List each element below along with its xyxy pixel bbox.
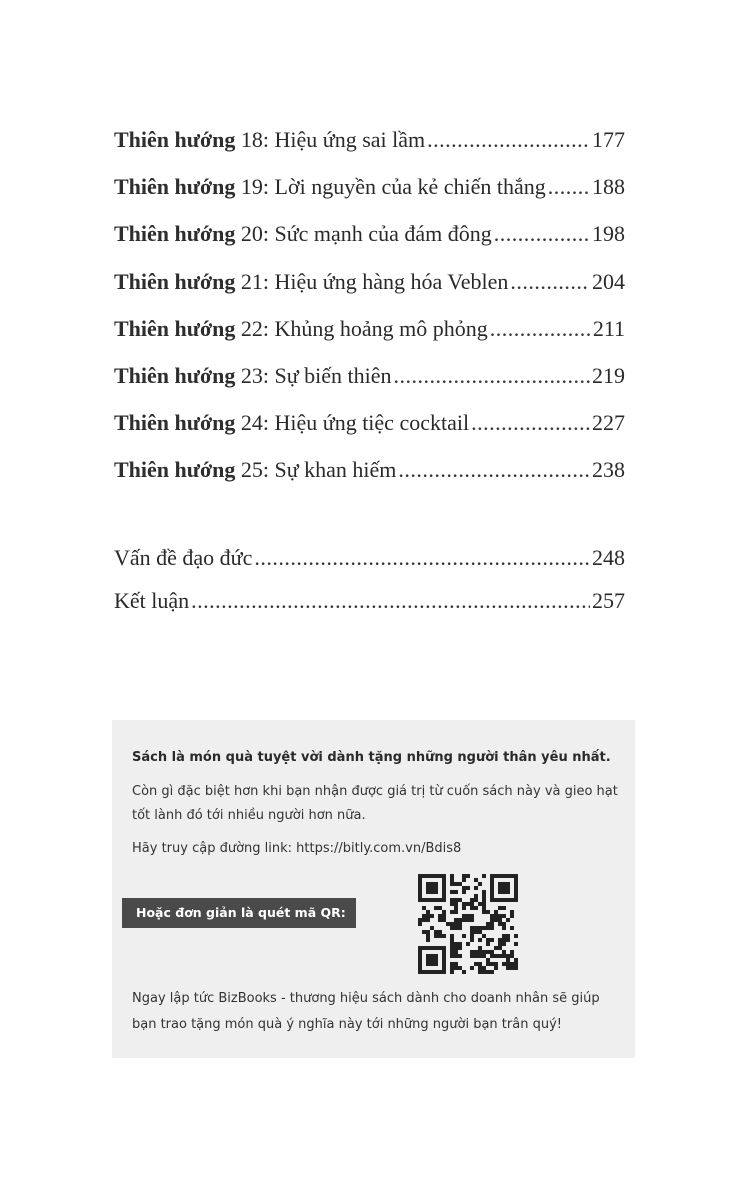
page-number: 257 xyxy=(592,587,625,613)
promo-link[interactable]: Hãy truy cập đường link: https://bitly.com.vn/Bdis8 xyxy=(132,841,462,856)
toc-entry-conclusion[interactable]: Kết luận ..... 257 xyxy=(114,585,625,617)
leader-dots xyxy=(394,360,590,392)
qr-code-icon[interactable] xyxy=(418,874,518,974)
promo-headline: Sách là món quà tuyệt vời dành tặng những người thân yêu nhất. xyxy=(132,750,611,765)
toc-entry-20[interactable]: Thiên hướng 20: Sức mạnh của đám đông ..... 198 xyxy=(114,218,625,250)
page-number: 227 xyxy=(592,410,625,436)
leader-dots xyxy=(490,313,591,345)
page-number: 188 xyxy=(592,174,625,200)
toc-entry-21[interactable]: Thiên hướng 21: Hiệu ứng hàng hóa Veblen ..... 204 xyxy=(114,266,625,298)
promo-description: Còn gì đặc biệt hơn khi bạn nhận được giá trị từ cuốn sách này và gieo hạt tốt lành đó tới nhiều người hơn nữa. xyxy=(132,784,618,823)
toc-entry-18[interactable]: Thiên hướng 18: Hiệu ứng sai lầm ..... 177 xyxy=(114,124,625,156)
section-gap xyxy=(114,502,625,542)
toc-entry-ethics[interactable]: Vấn đề đạo đức ..... 248 xyxy=(114,542,625,574)
leader-dots xyxy=(548,171,590,203)
page-number: 211 xyxy=(592,315,625,341)
toc-entry-19[interactable]: Thiên hướng 19: Lời nguyền của kẻ chiến thắng ..... 188 xyxy=(114,171,625,203)
leader-dots xyxy=(471,407,590,439)
page-number: 177 xyxy=(592,127,625,152)
page-number: 219 xyxy=(592,362,625,388)
leader-dots xyxy=(510,266,590,298)
toc-entry-25[interactable]: Thiên hướng 25: Sự khan hiếm ..... 238 xyxy=(114,454,625,486)
leader-dots xyxy=(191,585,590,617)
toc-entry-23[interactable]: Thiên hướng 23: Sự biến thiên ..... 219 xyxy=(114,360,625,392)
toc-entry-24[interactable]: Thiên hướng 24: Hiệu ứng tiệc cocktail ..... 227 xyxy=(114,407,625,439)
table-of-contents xyxy=(114,124,625,628)
page-number: 198 xyxy=(592,221,625,247)
toc-entry-22[interactable]: Thiên hướng 22: Khủng hoảng mô phỏng ..... 211 xyxy=(114,313,625,345)
leader-dots xyxy=(254,542,590,574)
leader-dots xyxy=(494,218,590,250)
gift-promo-box xyxy=(112,720,635,1058)
page-number: 238 xyxy=(592,457,625,483)
leader-dots xyxy=(398,454,590,486)
promo-closing: Ngay lập tức BizBooks - thương hiệu sách dành cho doanh nhân sẽ giúp bạn trao tặng món quà ý nghĩa này tới những người bạn trân quý! xyxy=(132,991,600,1032)
qr-label: Hoặc đơn giản là quét mã QR: xyxy=(122,898,356,928)
page-number: 204 xyxy=(592,268,625,294)
page-number: 248 xyxy=(592,544,625,570)
leader-dots xyxy=(427,124,590,156)
